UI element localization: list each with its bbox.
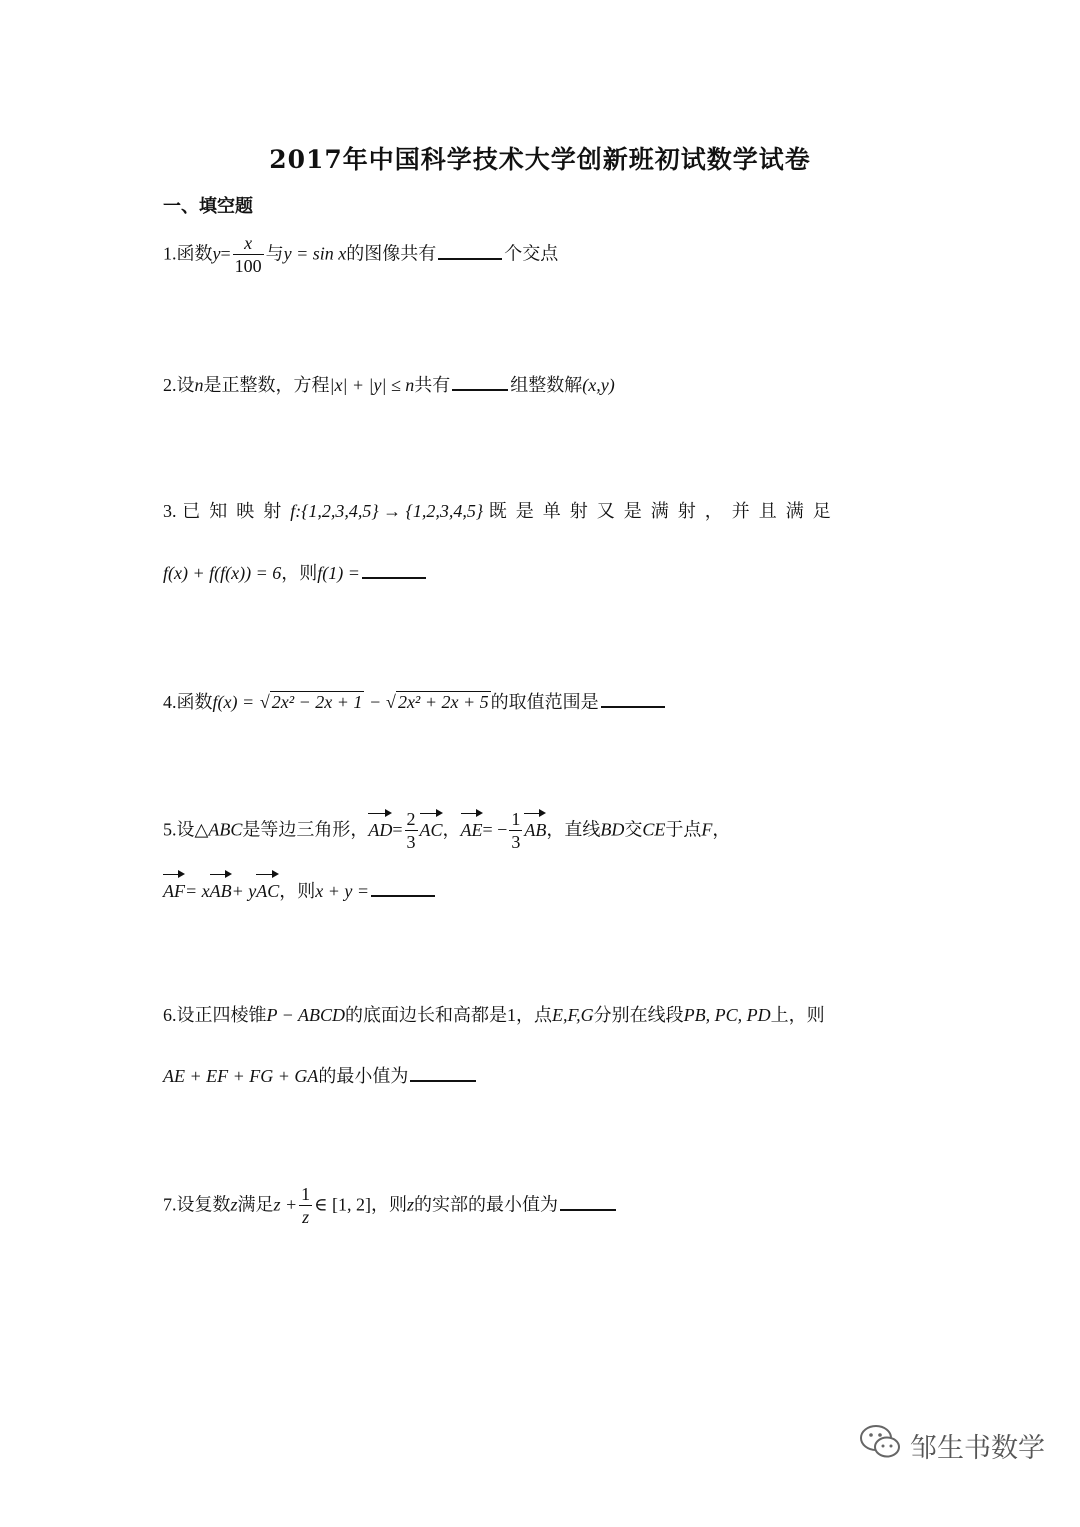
section-heading: 一、填空题 <box>163 196 253 217</box>
question-6-line-2: AE + EF + FG + GA的最小值为 <box>163 1058 920 1092</box>
watermark <box>858 1422 1058 1466</box>
vector-af: AF <box>163 870 185 906</box>
vector-ab: AB <box>210 870 232 906</box>
fraction: $\frac{x}{100}$ <box>234 233 262 276</box>
question-3: 3. 已知映射f:{1,2,3,4,5} → {1,2,3,4,5} 既是单射又是满射，并且满足 <box>163 501 840 522</box>
vector-ac: AC <box>256 870 279 906</box>
question-5: 5.设△ABC是等边三角形，AD= $\frac{2}{3}$ AC，AE= − $\frac{1}{3}$ AB，直线BD交CE于点F， <box>163 809 731 852</box>
vector-ab: AB <box>524 809 546 845</box>
question-2: 2.设n是正整数，方程|x| + |y| ≤ n共有 组整数解(x,y) <box>163 367 920 401</box>
vector-ad: AD <box>368 809 392 845</box>
watermark-text: 邹生书数学 <box>910 1433 1045 1464</box>
answer-blank[interactable] <box>438 236 502 260</box>
answer-blank[interactable] <box>371 873 435 897</box>
vector-ae: AE <box>461 809 483 845</box>
page-title: 2017年中国科学技术大学创新班初试数学试卷 <box>269 145 811 174</box>
answer-blank[interactable] <box>362 555 426 579</box>
answer-blank[interactable] <box>410 1058 476 1082</box>
answer-blank[interactable] <box>560 1187 616 1211</box>
wechat-icon <box>858 1422 904 1462</box>
vector-ac: AC <box>420 809 443 845</box>
answer-blank[interactable] <box>601 684 665 708</box>
square-root: √ 2x² + 2x + 5 <box>386 692 489 712</box>
question-6: 6.设正四棱锥P − ABCD的底面边长和高都是1，点E,F,G分别在线段PB, PC, PD上，则 <box>163 1005 825 1026</box>
question-7: 7.设复数z满足z + $\frac{1}{z}$ ∈ [1, 2]，则z的实部的最小值为 <box>163 1183 920 1228</box>
question-4: 4.函数f(x) = √ 2x² − 2x + 1 − √ 2x² + 2x + 5 的取值范围是 <box>163 684 920 718</box>
answer-blank[interactable] <box>452 367 508 391</box>
question-1: 1.函数y= $\frac{x}{100}$ 与y = sin x的图像共有 个交点 <box>163 233 559 276</box>
question-5-line-2: AF= xAB+ yAC，则x + y = <box>163 870 920 907</box>
square-root: √ 2x² − 2x + 1 <box>259 692 363 712</box>
question-3-line-2: f(x) + f(f(x)) = 6，则f(1) = <box>163 555 920 589</box>
